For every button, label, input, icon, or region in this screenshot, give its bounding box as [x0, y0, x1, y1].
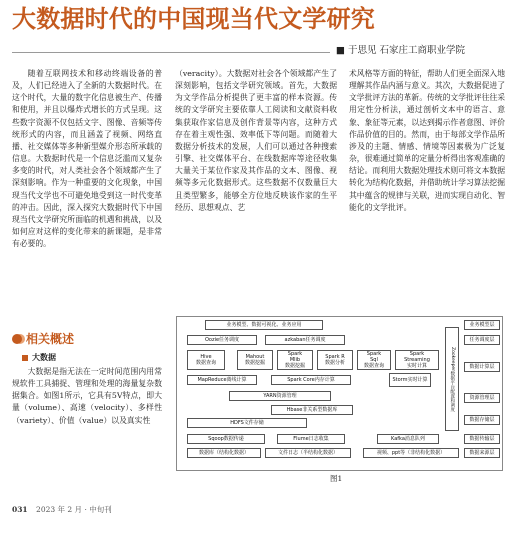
column-2-paragraph: （veracity）。大数据对社会各个领域都产生了深刻影响，包括文学研究领域。首先，大数据为文学作品分析提供了更丰富的样本资源。传统的文学研究主要依靠人工阅读和文献资料收集获取作家信息及创作背景等内容，这种方式存在着主观性强、效率低下等问题。而随着大数据分析技术的发展，人们可以通过各种搜索引擎、社交媒体平台、在线数据库等途径收集大量关于某位作家及其作品的文本、图像、视频等多元化数据形式。这些数据不仅数量巨大且类型繁多，能够全方位地反映该作家的生平经历、思想观点、艺 [175, 69, 337, 212]
layer-business: 业务模型层 [464, 320, 500, 330]
column-3-paragraph: 术风格等方面的特征，帮助人们更全面深入地理解其作品内涵与意义。其次，大数据促进了文学批评方法的革新。传统的文学批评往往采用定性分析法，通过剖析文本中的语言、意象、象征等元素，以达到揭示作者意图、评价作品价值的目的。然而，由于每部文学作品所涉及的主题、情感、情境等因素极为广泛复杂，很难通过简单的定量分析得出客观准确的结论。而利用大数据处理技术则可将文本数据转化为结构化数据，并借助统计学习算法挖掘其中蕴含的规律与关联，进而实现自动化、智能化的文学批评。 [349, 69, 505, 212]
box-spark-streaming: Spark Streaming 实时计算 [395, 350, 439, 370]
box-storm: Storm实时计算 [389, 373, 431, 387]
box-spark-mlib: Spark Mlib 数据挖掘 [277, 350, 313, 370]
figure-caption: 图1 [330, 474, 343, 483]
article-title: 大数据时代的中国现当代文学研究 [12, 5, 375, 33]
layer-resource: 资源管理层 [464, 393, 500, 403]
box-mapreduce: MapReduce离线计算 [187, 375, 257, 385]
column-1-bigdata [12, 366, 162, 427]
column-1-intro [12, 68, 162, 250]
box-mahout: Mahout 数据挖掘 [237, 350, 273, 370]
section-heading-text: 相关概述 [26, 332, 75, 346]
bigdata-paragraph: 大数据是指无法在一定时间范围内用常规软件工具捕捉、管理和处理的海量复杂数据集合。如图1所示，它具有5V特点，即大量（volume）、高速（velocity）、多样性（variety）、价值（value）以及真实性 [12, 367, 162, 425]
box-services: 业务模型、数据可视化、业务应用 [205, 320, 323, 330]
box-source-video: 视频、ppt等（非结构化数据） [363, 448, 459, 458]
issue-info: 2023 年 2 月 · 中旬刊 [36, 505, 112, 514]
square-bullet-icon [22, 355, 28, 361]
box-hdfs: HDFS文件存储 [187, 418, 307, 428]
architecture-diagram [176, 316, 503, 471]
layer-compute: 数据计算层 [464, 362, 500, 372]
box-source-logs: 文件日志（半结构化数据） [265, 448, 351, 458]
section-bullet-icon [12, 334, 22, 344]
column-3 [349, 68, 505, 214]
page-number: 031 [12, 505, 28, 514]
box-flume: Flume日志收集 [277, 434, 345, 444]
box-azkaban: azkaban任务调度 [265, 335, 345, 345]
layer-source: 数据来源层 [464, 448, 500, 458]
section-heading [12, 330, 74, 347]
box-kafka: Kafka消息队列 [377, 434, 439, 444]
box-spark-r: Spark R 数据分析 [317, 350, 353, 370]
byline-rule [12, 52, 330, 53]
box-spark-sql: Spark Sql 数据查询 [357, 350, 391, 370]
layer-task: 任务调度层 [464, 335, 500, 345]
box-sqoop: Sqoop数据传递 [187, 434, 265, 444]
layer-storage: 数据存储层 [464, 415, 500, 425]
author-byline: ■ 于思见 石家庄工商职业学院 [336, 45, 466, 56]
box-source-database: 数据库（结构化数据） [187, 448, 261, 458]
page-footer [12, 504, 112, 515]
box-yarn: YARN资源管理 [229, 391, 331, 401]
box-spark-core: Spark Core内存计算 [271, 375, 351, 385]
column-2 [175, 68, 337, 214]
subheading-text: 大数据 [32, 352, 56, 362]
intro-paragraph: 随着互联网技术和移动终端设备的普及，人们已经进入了全新的大数据时代。在这个时代，大量的数字化信息被生产、传播和使用，并且以爆炸式增长的方式呈现。这些数字资源不仅包括文字、图像、音频等传统形式的内容，而且涵盖了视频、网络直播、社交媒体等多种新型媒介形态所承载的信息。大数据时代是一个信息泛滥而又复杂多变的时代，对人类社会各个领域都产生了深刻影响。作为一种重要的文化现象，中国现当代文学也不可避免地受到这一时代变革的冲击。因此，深入探究大数据时代下中国现当代文学研究所面临的机遇和挑战，以及如何应对这样的变化带来的新课题，是非常有必要的。 [12, 69, 162, 249]
box-zookeeper: Zookeeper数据平台配置和调度 [445, 327, 459, 431]
layer-transfer: 数据传输层 [464, 434, 500, 444]
box-hbase: Hbase非关系型数据库 [271, 405, 353, 415]
box-hive: Hive 数据查询 [187, 350, 225, 370]
box-oozie: Oozie任务调度 [187, 335, 257, 345]
subheading [22, 352, 56, 363]
